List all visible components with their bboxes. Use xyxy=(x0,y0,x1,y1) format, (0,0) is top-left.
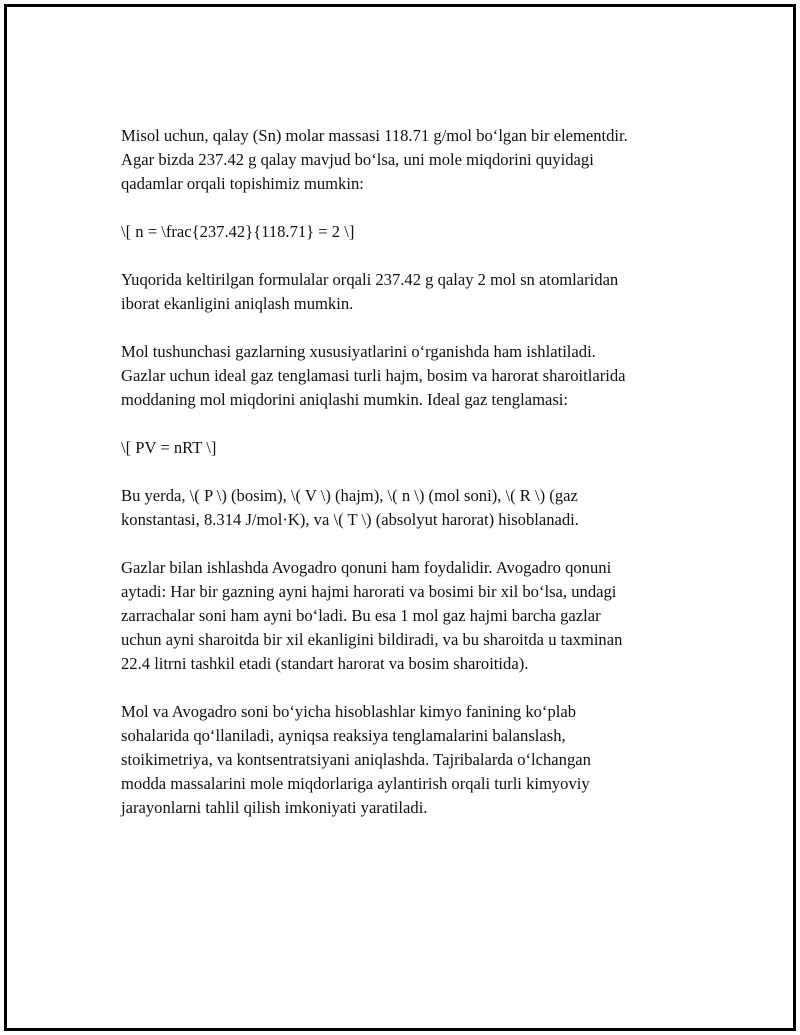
paragraph-ideal-gas-intro: Mol tushunchasi gazlarning xususiyatlarini o‘rganishda ham ishlatiladi. Gazlar uchun ideal gaz tenglamasi turli hajm, bosim va harorat sharoitlarida moddaning mol miqdorini aniqlashi mumkin. Ideal gaz tenglamasi: xyxy=(121,342,626,409)
formula-ideal-gas: \[ PV = nRT \] xyxy=(121,438,217,457)
paragraph-applications: Mol va Avogadro soni bo‘yicha hisoblashlar kimyo fanining ko‘plab sohalarida qo‘llaniladi, ayniqsa reaksiya tenglamalarini balanslash, stoikimetriya, va kontsentratsiyani aniqlashda. Tajribalarda o‘lchangan modda massalarini mole miqdorlariga aylantirish orqali turli kimyoviy jarayonlarni tahlil qilish imkoniyati yaratiladi. xyxy=(121,702,591,817)
formula-mole-calculation: \[ n = \frac{237.42}{118.71} = 2 \] xyxy=(121,222,355,241)
page-frame xyxy=(4,4,796,1031)
paragraph-tin-example: Misol uchun, qalay (Sn) molar massasi 118.71 g/mol bo‘lgan bir elementdir. Agar bizda 237.42 g qalay mavjud bo‘lsa, uni mole miqdorini quyidagi qadamlar orqali topishimiz mumkin: xyxy=(121,126,628,193)
paragraph-tin-result: Yuqorida keltirilgan formulalar orqali 237.42 g qalay 2 mol sn atomlaridan iborat ekanligini aniqlash mumkin. xyxy=(121,270,619,313)
document-body xyxy=(121,124,696,844)
paragraph-variables: Bu yerda, \( P \) (bosim), \( V \) (hajm), \( n \) (mol soni), \( R \) (gaz konstantasi, 8.314 J/mol·K), va \( T \) (absolyut harorat) hisoblanadi. xyxy=(121,486,579,529)
paragraph-avogadro-law: Gazlar bilan ishlashda Avogadro qonuni ham foydalidir. Avogadro qonuni aytadi: Har bir gazning ayni hajmi harorati va bosimi bir xil bo‘lsa, undagi zarrachalar soni ham ayni bo‘ladi. Bu esa 1 mol gaz hajmi barcha gazlar uchun ayni sharoitda bir xil ekanligini bildiradi, va bu sharoitda u taxminan 22.4 litrni tashkil etadi (standart harorat va bosim sharoitida). xyxy=(121,558,623,673)
